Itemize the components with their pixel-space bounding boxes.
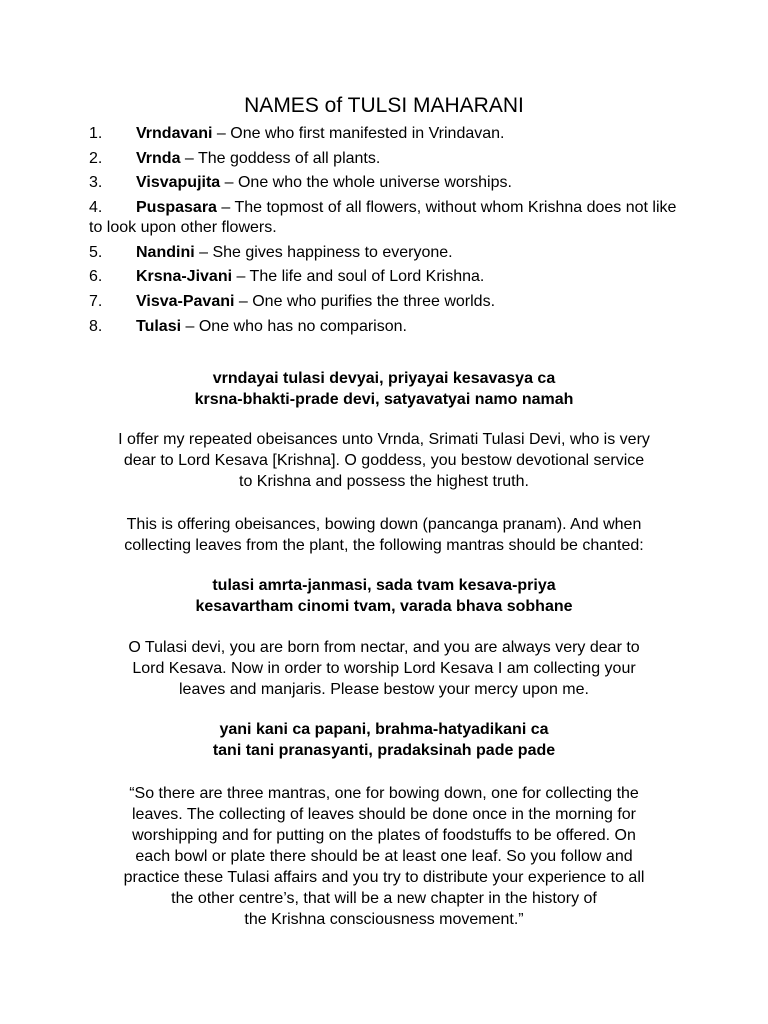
title-part2: of: [324, 94, 343, 117]
item-description: The goddess of all plants.: [197, 149, 381, 167]
item-description: One who first manifested in Vrindavan.: [230, 125, 505, 142]
mantra-3: [0, 719, 768, 761]
translation-2: [0, 637, 768, 700]
item-description: She gives happiness to everyone.: [212, 243, 453, 261]
title-part3: TULSI MAHARANI: [347, 94, 524, 117]
mantra-2-line: kesavartham cinomi tvam, varada bhava sobhane: [195, 598, 573, 615]
list-item: [89, 243, 689, 263]
quote-line: practice these Tulasi affairs and you try to distribute your experience to all: [123, 869, 645, 886]
list-item: [89, 149, 689, 169]
item-number: 3.: [89, 174, 103, 192]
item-name: Puspasara: [136, 199, 217, 217]
quote-line: leaves. The collecting of leaves should be done once in the morning for: [131, 806, 637, 823]
mantra-3-line: yani kani ca papani, brahma-hatyadikani ca: [219, 721, 549, 738]
item-separator: –: [194, 243, 213, 261]
translation-2-line: O Tulasi devi, you are born from nectar, and you are always very dear to: [128, 639, 640, 656]
page-title: [0, 92, 768, 120]
item-separator: –: [212, 125, 231, 142]
item-description: The topmost of all flowers, without whom Krishna does not like to look upon other flowers.: [89, 199, 677, 237]
item-description: One who has no comparison.: [198, 317, 407, 335]
mantra-2: [0, 575, 768, 617]
item-name: Krsna-Jivani: [136, 268, 233, 286]
item-separator: –: [180, 149, 198, 167]
item-name: Visva-Pavani: [136, 293, 235, 311]
item-name: Vrnda: [136, 149, 181, 167]
list-item: [62, 198, 689, 238]
explanation-line: collecting leaves from the plant, the following mantras should be chanted:: [124, 537, 644, 554]
item-name: Tulasi: [136, 317, 182, 335]
quote-line: worshipping and for putting on the plates of foodstuffs to be offered. On: [132, 827, 636, 844]
mantra-1-line: krsna-bhakti-prade devi, satyavatyai namo namah: [194, 391, 574, 408]
item-separator: –: [234, 293, 253, 311]
translation-1: [0, 429, 768, 492]
item-number: 1.: [89, 125, 103, 142]
quote-line: “So there are three mantras, one for bowing down, one for collecting the: [129, 785, 639, 802]
item-name: Visvapujita: [136, 174, 221, 192]
item-description: One who purifies the three worlds.: [252, 293, 496, 311]
list-item: [89, 292, 689, 312]
names-list: [89, 124, 689, 342]
item-description: The life and soul of Lord Krishna.: [249, 268, 485, 286]
translation-1-line: I offer my repeated obeisances unto Vrnda, Srimati Tulasi Devi, who is very: [118, 431, 650, 448]
quote-paragraph: [0, 783, 768, 930]
item-separator: –: [216, 199, 235, 217]
translation-1-line: dear to Lord Kesava [Krishna]. O goddess, you bestow devotional service: [123, 452, 645, 469]
list-item: [89, 267, 689, 287]
explanation-paragraph: [0, 514, 768, 556]
mantra-1: [0, 368, 768, 410]
item-number: 7.: [89, 293, 103, 311]
translation-2-line: leaves and manjaris. Please bestow your mercy upon me.: [179, 681, 589, 698]
mantra-2-line: tulasi amrta-janmasi, sada tvam kesava-priya: [212, 577, 556, 594]
mantra-1-line: vrndayai tulasi devyai, priyayai kesavasya ca: [212, 370, 556, 387]
quote-line: the Krishna consciousness movement.”: [244, 911, 524, 928]
quote-line: the other centre’s, that will be a new chapter in the history of: [171, 890, 597, 907]
quote-line: each bowl or plate there should be at least one leaf. So you follow and: [135, 848, 633, 865]
item-number: 6.: [89, 268, 103, 286]
title-part1: NAMES: [244, 94, 319, 117]
translation-1-line: to Krishna and possess the highest truth.: [239, 473, 529, 490]
item-separator: –: [181, 317, 199, 335]
list-item: [89, 173, 689, 193]
item-number: 5.: [89, 243, 103, 261]
list-item: [89, 317, 689, 337]
translation-2-line: Lord Kesava. Now in order to worship Lord Kesava I am collecting your: [132, 660, 636, 677]
item-number: 8.: [89, 317, 103, 335]
item-number: 4.: [89, 199, 103, 217]
item-name: Vrndavani: [136, 125, 213, 142]
list-item: [89, 124, 689, 144]
item-separator: –: [220, 174, 238, 192]
item-separator: –: [232, 268, 250, 286]
item-number: 2.: [89, 149, 103, 167]
item-name: Nandini: [136, 243, 195, 261]
item-description: One who the whole universe worships.: [237, 174, 512, 192]
explanation-line: This is offering obeisances, bowing down (pancanga pranam). And when: [126, 516, 642, 533]
mantra-3-line: tani tani pranasyanti, pradaksinah pade pade: [212, 742, 556, 759]
